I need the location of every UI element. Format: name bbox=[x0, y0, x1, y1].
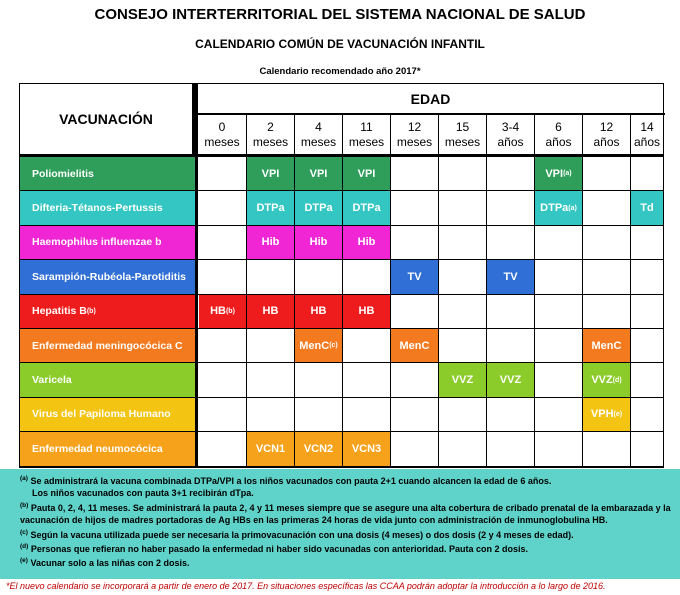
dose-cell bbox=[583, 398, 630, 431]
cell-text: VVZ bbox=[591, 374, 613, 387]
footnote-text: Pauta 0, 2, 4, 11 meses. Se administrará la pauta 2, 4 y 11 meses siempre que se asegure una alta cobertura de cribado prenatal de la embarazada y la vacunación de hijos de madres portadoras de Ag HBs en las primeras 24 horas de vida junto con administración de inmunoglobulina HB. bbox=[20, 502, 671, 526]
dose-cell bbox=[391, 329, 438, 362]
footnote-text: Se administrará la vacuna combinada DTPa/VPI a los niños vacunados con pauta 2+1 cuando alcancen la edad de 6 años. bbox=[30, 476, 552, 486]
vaccine-name: Haemophilus influenzae b bbox=[32, 236, 162, 249]
column-divider bbox=[438, 157, 439, 467]
vacunacion-header: VACUNACIÓN bbox=[20, 84, 195, 154]
age-unit: meses bbox=[444, 134, 481, 149]
age-unit: meses bbox=[300, 134, 337, 149]
dose-cell bbox=[487, 363, 534, 396]
footnote-marker: (b) bbox=[86, 307, 96, 315]
edad-header: EDAD bbox=[196, 84, 665, 115]
cell-text: VVZ bbox=[499, 374, 522, 387]
footnote-text: Personas que refieran no haber pasado la enfermedad ni haber sido vacunadas con anterioridad. Pauta con 2 dosis. bbox=[30, 544, 528, 555]
dose-cell bbox=[343, 432, 390, 465]
age-unit: meses bbox=[348, 134, 385, 149]
age-unit: años bbox=[497, 134, 524, 149]
cell-text: MenC bbox=[299, 339, 330, 352]
age-column-header bbox=[198, 115, 246, 154]
vaccine-name: Enfermedad neumocócica bbox=[32, 442, 163, 455]
cell-text: VPI bbox=[357, 167, 376, 180]
age-column-header bbox=[534, 115, 582, 154]
cell-text: VPI bbox=[545, 167, 564, 180]
footnote-item bbox=[20, 500, 674, 527]
age-column-header bbox=[582, 115, 630, 154]
age-value: 0 bbox=[218, 119, 226, 134]
dose-cell bbox=[199, 295, 246, 328]
age-unit: meses bbox=[396, 134, 433, 149]
cell-text: TV bbox=[407, 270, 422, 283]
dose-cell bbox=[439, 363, 486, 396]
dose-cell bbox=[247, 295, 294, 328]
cell-text: DTPa bbox=[352, 202, 381, 215]
cell-text: VCN1 bbox=[255, 442, 286, 455]
dose-cell bbox=[247, 432, 294, 465]
footnote-marker: (e) bbox=[20, 557, 28, 565]
age-value: 12 bbox=[407, 119, 422, 134]
vaccine-name: Enfermedad meningocócica C bbox=[32, 339, 183, 352]
footnote-marker: (b) bbox=[225, 307, 235, 315]
footnote-marker: (c) bbox=[20, 528, 28, 536]
footnote-marker: (d) bbox=[612, 376, 622, 384]
footnote-item bbox=[20, 527, 674, 541]
dose-cell bbox=[295, 191, 342, 224]
cell-text: VPI bbox=[309, 167, 328, 180]
cell-text: Td bbox=[640, 202, 654, 215]
footnote-marker: (a) bbox=[20, 475, 28, 482]
column-divider bbox=[534, 157, 535, 467]
age-column-header bbox=[438, 115, 486, 154]
cell-text: DTPa bbox=[540, 202, 569, 215]
column-divider bbox=[246, 157, 247, 467]
cell-text: MenC bbox=[399, 339, 430, 352]
cell-text: HB bbox=[358, 305, 375, 318]
vaccination-table bbox=[19, 83, 664, 468]
dose-cell bbox=[343, 295, 390, 328]
dose-cell bbox=[391, 260, 438, 293]
vaccine-row-label bbox=[20, 260, 195, 293]
cell-text: Hib bbox=[357, 236, 376, 249]
footnote-marker: (a) bbox=[563, 170, 572, 178]
column-divider bbox=[294, 157, 295, 467]
age-unit: años bbox=[545, 134, 572, 149]
footnote-text: Los niños vacunados con pauta 3+1 recibirán dTpa. bbox=[32, 488, 254, 499]
column-divider bbox=[486, 157, 487, 467]
age-column-header bbox=[246, 115, 294, 154]
dose-cell bbox=[583, 329, 630, 362]
footnote-marker: (a) bbox=[568, 204, 577, 212]
cell-text: Hib bbox=[309, 236, 328, 249]
footnote-marker: (e) bbox=[613, 410, 623, 418]
cell-text: DTPa bbox=[304, 202, 333, 215]
footnote-text: Según la vacuna utilizada puede ser necesaria la primovacunación con una dosis (4 meses) o dos dosis (2 y 4 meses de edad). bbox=[30, 529, 574, 540]
footnote-item bbox=[20, 487, 674, 499]
dose-cell bbox=[535, 157, 582, 190]
age-column-header bbox=[486, 115, 534, 154]
vaccine-name: Difteria-Tétanos-Pertussis bbox=[32, 202, 163, 215]
footnote-text: Vacunar solo a las niñas con 2 dosis. bbox=[30, 558, 190, 569]
dose-cell bbox=[295, 432, 342, 465]
age-unit: meses bbox=[204, 134, 240, 149]
dose-cell bbox=[247, 191, 294, 224]
footnote-marker: (b) bbox=[20, 501, 29, 509]
cell-text: DTPa bbox=[256, 202, 285, 215]
calendar-year-label: Calendario recomendado año 2017* bbox=[259, 66, 421, 77]
cell-text: Hib bbox=[261, 236, 280, 249]
age-value: 12 bbox=[599, 119, 614, 134]
age-unit: años bbox=[633, 134, 661, 149]
vaccine-row-label bbox=[20, 363, 195, 396]
footnote-marker: (c) bbox=[329, 342, 338, 350]
age-value: 6 bbox=[555, 119, 562, 134]
footnotes-panel bbox=[0, 469, 680, 579]
cell-text: VVZ bbox=[451, 374, 474, 387]
page-title: CONSEJO INTERTERRITORIAL DEL SISTEMA NACIONAL DE SALUD bbox=[94, 6, 586, 23]
vaccine-row-label bbox=[20, 226, 195, 259]
vaccine-name: Varicela bbox=[32, 374, 72, 387]
vaccine-row-label bbox=[20, 157, 195, 190]
cell-text: HB bbox=[310, 305, 327, 318]
cell-text: VCN3 bbox=[351, 442, 382, 455]
dose-cell bbox=[247, 226, 294, 259]
vaccine-name: Hepatitis B bbox=[32, 305, 87, 318]
age-value: 15 bbox=[455, 119, 470, 134]
age-value: 4 bbox=[315, 119, 322, 134]
dose-cell bbox=[631, 191, 663, 224]
cell-text: MenC bbox=[591, 339, 622, 352]
age-value: 14 bbox=[640, 119, 654, 134]
cell-text: HB bbox=[210, 305, 226, 318]
cell-text: VPI bbox=[261, 167, 280, 180]
cell-text: VCN2 bbox=[303, 442, 334, 455]
dose-cell bbox=[343, 157, 390, 190]
column-divider bbox=[582, 157, 583, 467]
page-subtitle: CALENDARIO COMÚN DE VACUNACIÓN INFANTIL bbox=[195, 37, 485, 51]
footnote-item bbox=[20, 541, 674, 555]
dose-cell bbox=[343, 191, 390, 224]
calendar-footnote: *El nuevo calendario se incorporará a partir de enero de 2017. En situaciones específicas las CCAA podrán adoptar la introducción a lo largo de 2016. bbox=[6, 581, 606, 591]
age-column-header bbox=[294, 115, 342, 154]
footnote-item bbox=[20, 473, 674, 487]
column-divider bbox=[342, 157, 343, 467]
footnote-marker: (d) bbox=[20, 543, 29, 551]
dose-cell bbox=[247, 157, 294, 190]
age-column-header bbox=[342, 115, 390, 154]
age-value: 11 bbox=[360, 119, 373, 134]
column-divider bbox=[390, 157, 391, 467]
dose-cell bbox=[295, 226, 342, 259]
vaccine-row-label bbox=[20, 432, 195, 465]
cell-text: TV bbox=[503, 270, 518, 283]
dose-cell bbox=[487, 260, 534, 293]
age-value: 2 bbox=[267, 119, 274, 134]
cell-text: HB bbox=[262, 305, 279, 318]
column-divider bbox=[630, 157, 631, 467]
footnote-item bbox=[20, 555, 674, 569]
age-value: 3-4 bbox=[501, 119, 520, 134]
dose-cell bbox=[295, 295, 342, 328]
dose-cell bbox=[295, 157, 342, 190]
vaccine-row-label bbox=[20, 329, 195, 362]
dose-cell bbox=[535, 191, 582, 224]
age-unit: años bbox=[593, 134, 620, 149]
vaccine-row-label bbox=[20, 398, 195, 431]
vaccine-name: Sarampión-Rubéola-Parotiditis bbox=[32, 270, 187, 283]
vaccine-row-label bbox=[20, 191, 195, 224]
dose-cell bbox=[343, 226, 390, 259]
age-column-header bbox=[630, 115, 663, 154]
age-column-header bbox=[390, 115, 438, 154]
dose-cell bbox=[295, 329, 342, 362]
age-unit: meses bbox=[252, 134, 289, 149]
vaccine-name: Poliomielitis bbox=[32, 167, 94, 180]
cell-text: VPH bbox=[590, 408, 614, 421]
vaccine-name: Virus del Papiloma Humano bbox=[32, 408, 171, 421]
dose-cell bbox=[583, 363, 630, 396]
vaccine-row-label bbox=[20, 295, 195, 328]
